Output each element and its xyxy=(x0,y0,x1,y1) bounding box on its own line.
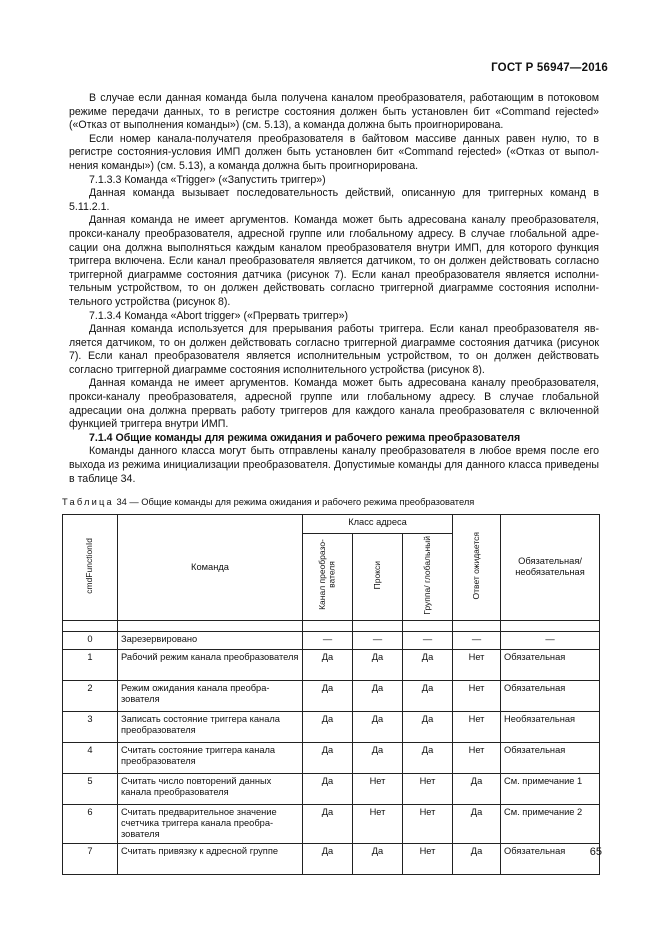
subsection-heading: 7.1.3.4 Команда «Abort trigger» («Прервать триггер») xyxy=(89,309,349,322)
table-header-row xyxy=(63,515,600,534)
cell-proxy: Да xyxy=(353,843,403,874)
commands-table xyxy=(62,514,600,875)
table-caption-text: 34 — Общие команды для режима ожидания и рабочего режима преобразователя xyxy=(113,497,475,507)
cell-id: 2 xyxy=(63,680,118,711)
cell-channel: Да xyxy=(303,773,353,804)
cell-command: Зарезервировано xyxy=(118,631,303,649)
header-group: Группа/ глобальный xyxy=(403,534,453,621)
cell-proxy: Да xyxy=(353,680,403,711)
cell-group: Нет xyxy=(403,804,453,843)
cell-command: Считать привязку к адресной группе xyxy=(118,843,303,874)
cell-mandatory: См. примечание 2 xyxy=(501,804,600,843)
cell-proxy: — xyxy=(353,631,403,649)
paragraph: В случае если данная команда была получена каналом преобразователя, работающим в потоковом режиме передачи данных, то в регистре состояния должен быть установлен бит «Command rejected» («Отказ от выполнения команды») (см. 5.13), а команда должна быть проигнорирована. xyxy=(69,92,599,132)
cell-id: 0 xyxy=(63,631,118,649)
header-address-class: Класс адреса xyxy=(303,515,453,534)
paragraph: Данная команда используется для прерывания работы триггера. Если канал преобразователя является датчиком, то он должен действовать согласно триггерной диаграмме состояния датчика (рисунок 7). Если канал преобразователя является исполнительным устройством, то он должен действовать согласно триггерной диаграмме состояния исполнительного устройства (рисунок 8). xyxy=(69,323,599,376)
header-proxy: Прокси xyxy=(353,534,403,621)
cell-channel: Да xyxy=(303,649,353,680)
cell-group: Да xyxy=(403,711,453,742)
cell-channel: Да xyxy=(303,804,353,843)
cell-id: 5 xyxy=(63,773,118,804)
cell-reply: — xyxy=(453,631,501,649)
header-command: Команда xyxy=(118,515,303,621)
cell-id: 7 xyxy=(63,843,118,874)
cell-mandatory: Обязательная xyxy=(501,843,600,874)
paragraph: Команды данного класса могут быть отправлены каналу преобразователя в любое время после его выхода из режима инициализации преобразователя. Допустимые команды для данного класса приведены в таблице 34. xyxy=(69,445,599,485)
table-row xyxy=(63,804,600,843)
cell-group: Нет xyxy=(403,843,453,874)
table-row xyxy=(63,773,600,804)
cell-channel: Да xyxy=(303,742,353,773)
cell-mandatory: — xyxy=(501,631,600,649)
cell-id: 3 xyxy=(63,711,118,742)
table-row xyxy=(63,649,600,680)
cell-command: Считать предварительное значение счетчика триггера канала преобразователя xyxy=(118,804,303,843)
cell-command: Рабочий режим канала преобразователя xyxy=(118,649,303,680)
subsection-heading: 7.1.3.3 Команда «Trigger» («Запустить триггер») xyxy=(89,173,326,186)
table-row xyxy=(63,742,600,773)
paragraph: Данная команда вызывает последовательность действий, описанную для триггерных команд в 5.11.2.1. xyxy=(69,187,599,213)
cell-id: 1 xyxy=(63,649,118,680)
cell-channel: Да xyxy=(303,711,353,742)
cell-reply: Нет xyxy=(453,742,501,773)
cell-group: — xyxy=(403,631,453,649)
cell-reply: Да xyxy=(453,843,501,874)
standard-header: ГОСТ Р 56947—2016 xyxy=(491,62,608,74)
cell-group: Нет xyxy=(403,773,453,804)
cell-channel: Да xyxy=(303,680,353,711)
cell-reply: Да xyxy=(453,804,501,843)
header-reply: Ответ ожидается xyxy=(453,515,501,621)
cell-proxy: Да xyxy=(353,711,403,742)
cell-group: Да xyxy=(403,742,453,773)
header-channel: Канал преобразователя xyxy=(303,534,353,621)
body-text xyxy=(69,92,599,486)
cell-mandatory: Необязательная xyxy=(501,711,600,742)
cell-mandatory: Обязательная xyxy=(501,742,600,773)
page-number: 65 xyxy=(589,846,602,858)
table-row xyxy=(63,680,600,711)
table-caption-label: Таблица xyxy=(62,497,114,507)
cell-reply: Да xyxy=(453,773,501,804)
header-cmdfunctionid: cmdFunctionId xyxy=(63,515,118,621)
cell-proxy: Да xyxy=(353,742,403,773)
paragraph: Данная команда не имеет аргументов. Команда может быть адресована каналу преобразователя, прокси-каналу преобразователя, адресной группе или глобальному адресу. В случае глобальной адресации она должна выполняться каждым каналом преобразователя внутри ИМП, для которого функция триггера включена. Если канал преобразователя является датчиком, то он должен действовать согласно триггерной диаграмме состояния датчика (рисунок 7). Если канал преобразователя является исполнительным устройством, то он должен действовать согласно триггерной диаграмме состояния исполнительного устройства (рисунок 8). xyxy=(69,214,599,308)
table-row xyxy=(63,711,600,742)
section-heading: 7.1.4 Общие команды для режима ожидания и рабочего режима преобразователя xyxy=(89,431,521,444)
cell-proxy: Да xyxy=(353,649,403,680)
cell-group: Да xyxy=(403,680,453,711)
table-caption xyxy=(62,497,622,507)
cell-reply: Нет xyxy=(453,649,501,680)
cell-id: 6 xyxy=(63,804,118,843)
table-row xyxy=(63,843,600,874)
cell-id: 4 xyxy=(63,742,118,773)
table-spacer-row xyxy=(63,620,600,631)
cell-proxy: Нет xyxy=(353,804,403,843)
cell-command: Записать состояние триггера канала преобразователя xyxy=(118,711,303,742)
cell-group: Да xyxy=(403,649,453,680)
cell-reply: Нет xyxy=(453,711,501,742)
cell-mandatory: Обязательная xyxy=(501,680,600,711)
table-row xyxy=(63,631,600,649)
cell-channel: — xyxy=(303,631,353,649)
paragraph: Данная команда не имеет аргументов. Команда может быть адресована каналу преобразователя, прокси-каналу преобразователя, адресной группе или глобальному адресу. В случае глобальной адресации она должна прервать работу триггеров для каждого канала преобразователя с включенной функцией триггера внутри ИМП. xyxy=(69,377,599,431)
cell-mandatory: См. примечание 1 xyxy=(501,773,600,804)
cell-command: Режим ожидания канала преобразователя xyxy=(118,680,303,711)
cell-proxy: Нет xyxy=(353,773,403,804)
cell-channel: Да xyxy=(303,843,353,874)
cell-mandatory: Обязательная xyxy=(501,649,600,680)
cell-command: Считать состояние триггера канала преобразователя xyxy=(118,742,303,773)
paragraph: Если номер канала-получателя преобразователя в байтовом массиве данных равен нулю, то в регистре состояния-условия ИМП должен быть установлен бит «Command rejected» («Отказ от выполнения команды») (см. 5.13), а команда должна быть проигнорирована. xyxy=(69,132,599,172)
cell-reply: Нет xyxy=(453,680,501,711)
header-mandatory: Обязательная/ необязательная xyxy=(501,515,600,621)
cell-command: Считать число повторений данных канала преобразователя xyxy=(118,773,303,804)
